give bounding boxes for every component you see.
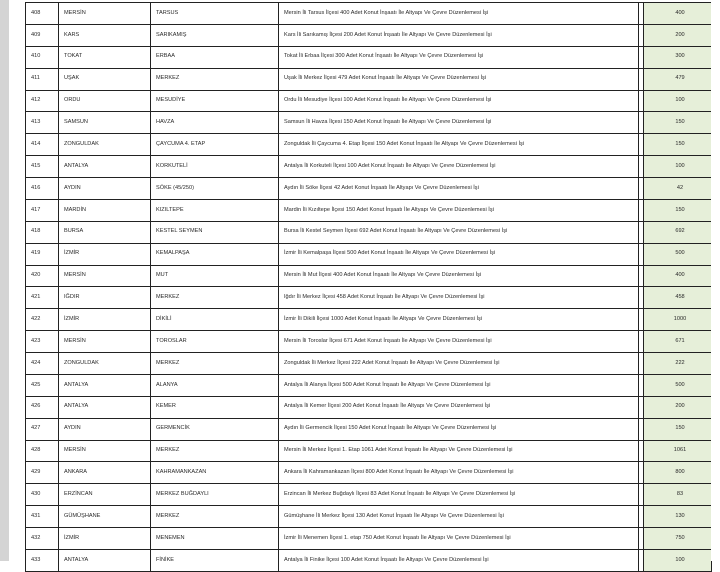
project-description-cell: Uşak İli Merkez İlçesi 479 Adet Konut İnşaatı İle Altyapı Ve Çevre Düzenlemesi İşi	[279, 68, 639, 90]
province-cell: ANTALYA	[59, 396, 151, 418]
row-number-cell: 415	[26, 156, 59, 178]
district-cell: MUT	[151, 265, 279, 287]
table-row	[26, 549, 712, 571]
housing-units-cell: 400	[644, 3, 712, 25]
table-row	[26, 440, 712, 462]
province-cell: ANKARA	[59, 462, 151, 484]
table-row	[26, 3, 712, 25]
housing-units-cell: 500	[644, 374, 712, 396]
project-description-cell: Aydın İli Söke İlçesi 42 Adet Konut İnşaatı İle Altyapı Ve Çevre Düzenlemesi İşi	[279, 178, 639, 200]
project-description-cell: Tokat İli Erbaa İlçesi 300 Adet Konut İnşaatı İle Altyapı Ve Çevre Düzenlemesi İşi	[279, 46, 639, 68]
housing-units-cell: 1061	[644, 440, 712, 462]
row-number-cell: 408	[26, 3, 59, 25]
housing-units-cell: 500	[644, 243, 712, 265]
table-row	[26, 374, 712, 396]
province-cell: GÜMÜŞHANE	[59, 506, 151, 528]
district-cell: MERKEZ BUĞDAYLI	[151, 484, 279, 506]
table-row	[26, 396, 712, 418]
row-number-cell: 419	[26, 243, 59, 265]
district-cell: ÇAYCUMA 4. ETAP	[151, 134, 279, 156]
row-number-cell: 429	[26, 462, 59, 484]
row-number-cell: 413	[26, 112, 59, 134]
page-left-margin	[0, 0, 9, 561]
district-cell: MERKEZ	[151, 353, 279, 375]
district-cell: SARIKAMIŞ	[151, 24, 279, 46]
housing-units-cell: 692	[644, 221, 712, 243]
province-cell: MERSİN	[59, 265, 151, 287]
district-cell: KEMER	[151, 396, 279, 418]
district-cell: MERKEZ	[151, 506, 279, 528]
project-description-cell: Antalya İli Korkuteli İlçesi 100 Adet Konut İnşaatı İle Altyapı Ve Çevre Düzenlemesi İşi	[279, 156, 639, 178]
province-cell: MERSİN	[59, 440, 151, 462]
province-cell: BURSA	[59, 221, 151, 243]
table-row	[26, 24, 712, 46]
district-cell: MERKEZ	[151, 440, 279, 462]
row-number-cell: 418	[26, 221, 59, 243]
project-description-cell: Ankara İli Kahramankazan İlçesi 800 Adet Konut İnşaatı İle Altyapı Ve Çevre Düzenlemesi İşi	[279, 462, 639, 484]
province-cell: ERZİNCAN	[59, 484, 151, 506]
table-row	[26, 68, 712, 90]
project-description-cell: Bursa İli Kestel Seymen İlçesi 692 Adet Konut İnşaatı İle Altyapı Ve Çevre Düzenlemesi İşi	[279, 221, 639, 243]
housing-units-cell: 83	[644, 484, 712, 506]
table-row	[26, 221, 712, 243]
province-cell: MERSİN	[59, 331, 151, 353]
project-description-cell: Mersin İli Toroslar İlçesi 671 Adet Konut İnşaatı İle Altyapı Ve Çevre Düzenlemesi İşi	[279, 331, 639, 353]
province-cell: KARS	[59, 24, 151, 46]
district-cell: KAHRAMANKAZAN	[151, 462, 279, 484]
row-number-cell: 412	[26, 90, 59, 112]
housing-units-cell: 42	[644, 178, 712, 200]
district-cell: ERBAA	[151, 46, 279, 68]
row-number-cell: 410	[26, 46, 59, 68]
housing-units-cell: 800	[644, 462, 712, 484]
housing-units-cell: 150	[644, 134, 712, 156]
table-row	[26, 353, 712, 375]
row-number-cell: 426	[26, 396, 59, 418]
project-description-cell: Mersin İli Merkez İlçesi 1. Etap 1061 Adet Konut İnşaatı İle Altyapı Ve Çevre Düzenlemesi İşi	[279, 440, 639, 462]
project-description-cell: Samsun İli Havza İlçesi 150 Adet Konut İnşaatı İle Altyapı Ve Çevre Düzenlemesi İşi	[279, 112, 639, 134]
table-row	[26, 46, 712, 68]
housing-units-cell: 100	[644, 90, 712, 112]
district-cell: MERKEZ	[151, 68, 279, 90]
project-description-cell: İzmir İli Kemalpaşa İlçesi 500 Adet Konut İnşaatı İle Altyapı Ve Çevre Düzenlemesi İşi	[279, 243, 639, 265]
project-description-cell: Mersin İli Mut İlçesi 400 Adet Konut İnşaatı İle Altyapı Ve Çevre Düzenlemesi İşi	[279, 265, 639, 287]
housing-projects-table	[25, 2, 712, 572]
table-row	[26, 243, 712, 265]
province-cell: ZONGULDAK	[59, 353, 151, 375]
province-cell: İZMİR	[59, 528, 151, 550]
row-number-cell: 430	[26, 484, 59, 506]
table-row	[26, 506, 712, 528]
row-number-cell: 409	[26, 24, 59, 46]
table-row	[26, 418, 712, 440]
province-cell: ANTALYA	[59, 549, 151, 571]
row-number-cell: 421	[26, 287, 59, 309]
housing-units-cell: 671	[644, 331, 712, 353]
table-row	[26, 528, 712, 550]
project-description-cell: Aydın İli Germencik İlçesi 150 Adet Konut İnşaatı İle Altyapı Ve Çevre Düzenlemesi İşi	[279, 418, 639, 440]
housing-units-cell: 100	[644, 549, 712, 571]
row-number-cell: 420	[26, 265, 59, 287]
row-number-cell: 425	[26, 374, 59, 396]
housing-units-cell: 150	[644, 418, 712, 440]
district-cell: SÖKE (45/250)	[151, 178, 279, 200]
district-cell: GERMENCİK	[151, 418, 279, 440]
table-row	[26, 484, 712, 506]
province-cell: MARDİN	[59, 199, 151, 221]
district-cell: FİNİKE	[151, 549, 279, 571]
table-row	[26, 112, 712, 134]
project-description-cell: Kars İli Sarıkamış İlçesi 200 Adet Konut İnşaatı İle Altyapı Ve Çevre Düzenlemesi İşi	[279, 24, 639, 46]
project-description-cell: Erzincan İli Merkez Buğdaylı İlçesi 83 Adet Konut İnşaatı İle Altyapı Ve Çevre Düzenlemesi İşi	[279, 484, 639, 506]
table-row	[26, 331, 712, 353]
row-number-cell: 422	[26, 309, 59, 331]
row-number-cell: 424	[26, 353, 59, 375]
province-cell: TOKAT	[59, 46, 151, 68]
housing-units-cell: 150	[644, 112, 712, 134]
project-description-cell: Gümüşhane İli Merkez İlçesi 130 Adet Konut İnşaatı İle Altyapı Ve Çevre Düzenlemesi İşi	[279, 506, 639, 528]
table-row	[26, 156, 712, 178]
project-description-cell: Iğdır İli Merkez İlçesi 458 Adet Konut İnşaatı İle Altyapı Ve Çevre Düzenlemesi İşi	[279, 287, 639, 309]
province-cell: ANTALYA	[59, 156, 151, 178]
province-cell: UŞAK	[59, 68, 151, 90]
district-cell: MENEMEN	[151, 528, 279, 550]
table-row	[26, 199, 712, 221]
province-cell: ORDU	[59, 90, 151, 112]
housing-units-cell: 130	[644, 506, 712, 528]
province-cell: IĞDIR	[59, 287, 151, 309]
project-description-cell: Zonguldak İli Merkez İlçesi 222 Adet Konut İnşaatı İle Altyapı Ve Çevre Düzenlemesi İşi	[279, 353, 639, 375]
district-cell: TOROSLAR	[151, 331, 279, 353]
district-cell: TARSUS	[151, 3, 279, 25]
housing-units-cell: 1000	[644, 309, 712, 331]
province-cell: ANTALYA	[59, 374, 151, 396]
housing-units-cell: 458	[644, 287, 712, 309]
table-row	[26, 134, 712, 156]
district-cell: KEMALPAŞA	[151, 243, 279, 265]
table-row	[26, 287, 712, 309]
project-description-cell: Antalya İli Alanya İlçesi 500 Adet Konut İnşaatı İle Altyapı Ve Çevre Düzenlemesi İşi	[279, 374, 639, 396]
row-number-cell: 428	[26, 440, 59, 462]
project-description-cell: Zonguldak İli Çaycuma 4. Etap İlçesi 150 Adet Konut İnşaatı İle Altyapı Ve Çevre Düzenlemesi İşi	[279, 134, 639, 156]
district-cell: ALANYA	[151, 374, 279, 396]
page-right-margin	[711, 0, 720, 561]
row-number-cell: 431	[26, 506, 59, 528]
province-cell: ZONGULDAK	[59, 134, 151, 156]
province-cell: SAMSUN	[59, 112, 151, 134]
housing-units-cell: 150	[644, 199, 712, 221]
project-description-cell: Antalya İli Kemer İlçesi 200 Adet Konut İnşaatı İle Altyapı Ve Çevre Düzenlemesi İşi	[279, 396, 639, 418]
project-description-cell: Antalya İli Finike İlçesi 100 Adet Konut İnşaatı İle Altyapı Ve Çevre Düzenlemesi İşi	[279, 549, 639, 571]
table-row	[26, 309, 712, 331]
province-cell: AYDIN	[59, 418, 151, 440]
housing-units-cell: 222	[644, 353, 712, 375]
project-description-cell: Ordu İli Mesudiye İlçesi 100 Adet Konut İnşaatı İle Altyapı Ve Çevre Düzenlemesi İşi	[279, 90, 639, 112]
district-cell: HAVZA	[151, 112, 279, 134]
district-cell: KIZILTEPE	[151, 199, 279, 221]
row-number-cell: 416	[26, 178, 59, 200]
row-number-cell: 414	[26, 134, 59, 156]
province-cell: İZMİR	[59, 309, 151, 331]
project-description-cell: Mersin İli Tarsus İlçesi 400 Adet Konut İnşaatı İle Altyapı Ve Çevre Düzenlemesi İşi	[279, 3, 639, 25]
project-description-cell: İzmir İli Menemen İlçesi 1. etap 750 Adet Konut İnşaatı İle Altyapı Ve Çevre Düzenlemesi İşi	[279, 528, 639, 550]
housing-units-cell: 400	[644, 265, 712, 287]
row-number-cell: 427	[26, 418, 59, 440]
table-row	[26, 178, 712, 200]
table-row	[26, 265, 712, 287]
project-description-cell: Mardin İli Kızıltepe İlçesi 150 Adet Konut İnşaatı İle Altyapı Ve Çevre Düzenlemesi İşi	[279, 199, 639, 221]
housing-units-cell: 200	[644, 24, 712, 46]
housing-units-cell: 200	[644, 396, 712, 418]
table-row	[26, 90, 712, 112]
row-number-cell: 411	[26, 68, 59, 90]
district-cell: MERKEZ	[151, 287, 279, 309]
province-cell: İZMİR	[59, 243, 151, 265]
row-number-cell: 423	[26, 331, 59, 353]
housing-units-cell: 750	[644, 528, 712, 550]
housing-units-cell: 300	[644, 46, 712, 68]
district-cell: DİKİLİ	[151, 309, 279, 331]
province-cell: MERSİN	[59, 3, 151, 25]
table-row	[26, 462, 712, 484]
district-cell: MESUDİYE	[151, 90, 279, 112]
housing-units-cell: 479	[644, 68, 712, 90]
province-cell: AYDIN	[59, 178, 151, 200]
row-number-cell: 432	[26, 528, 59, 550]
row-number-cell: 433	[26, 549, 59, 571]
row-number-cell: 417	[26, 199, 59, 221]
housing-units-cell: 100	[644, 156, 712, 178]
project-description-cell: İzmir İli Dikili İlçesi 1000 Adet Konut İnşaatı İle Altyapı Ve Çevre Düzenlemesi İşi	[279, 309, 639, 331]
district-cell: KORKUTELİ	[151, 156, 279, 178]
district-cell: KESTEL SEYMEN	[151, 221, 279, 243]
